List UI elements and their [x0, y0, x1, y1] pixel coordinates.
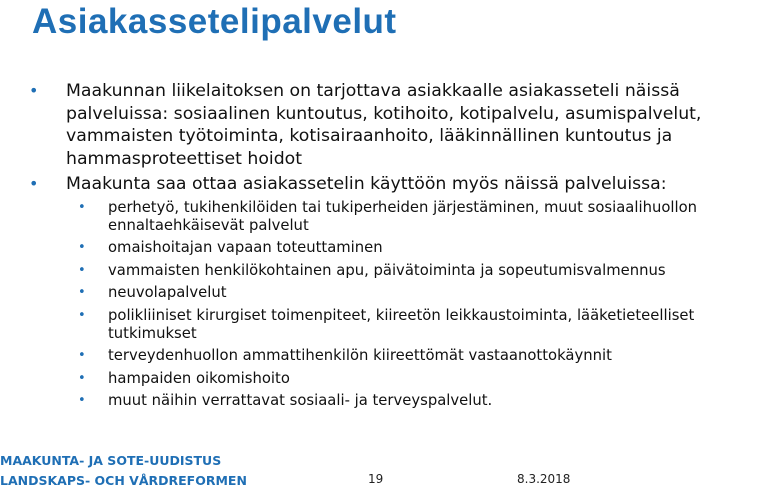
bullet-text: Maakunta saa ottaa asiakassetelin käyttöön myös näissä palveluissa:: [66, 174, 667, 194]
sub-bullet-list: [0, 199, 779, 411]
sub-bullet-item: [0, 307, 758, 343]
sub-bullet-text: polikliiniset kirurgiset toimenpiteet, kiireetön leikkaustoiminta, lääketieteelliset tutkimukset: [108, 306, 695, 342]
sub-bullet-item: [0, 392, 758, 410]
page-number: 19: [368, 472, 384, 486]
bullet-item: [0, 80, 736, 170]
sub-bullet-text: perhetyö, tukihenkilöiden tai tukiperheiden järjestäminen, muut sosiaalihuollon ennaltaehkäisevät palvelut: [108, 198, 698, 234]
bullet-icon: •: [29, 81, 39, 100]
sub-bullet-item: [0, 199, 758, 235]
sub-bullet-item: [0, 370, 758, 388]
bullet-icon: •: [78, 262, 86, 278]
bullet-icon: •: [78, 285, 86, 300]
sub-bullet-text: omaishoitajan vapaan toteuttaminen: [108, 239, 383, 256]
footer-org-line1: MAAKUNTA- JA SOTE-UUDISTUS: [0, 453, 222, 468]
bullet-icon: •: [78, 348, 86, 363]
bullet-icon: •: [78, 307, 86, 323]
bullet-icon: •: [78, 240, 86, 255]
sub-bullet-item: [0, 347, 758, 365]
sub-bullet-item: [0, 284, 758, 302]
sub-bullet-text: vammaisten henkilökohtainen apu, päivätoiminta ja sopeutumisvalmennus: [108, 261, 666, 279]
bullet-icon: •: [78, 393, 86, 408]
sub-bullet-text: terveydenhuollon ammattihenkilön kiireettömät vastaanottokäynnit: [108, 347, 612, 364]
slide-date: 8.3.2018: [517, 472, 571, 486]
sub-bullet-text: hampaiden oikomishoito: [108, 369, 290, 387]
sub-bullet-text: muut näihin verrattavat sosiaali- ja terveyspalvelut.: [108, 392, 493, 409]
bullet-icon: •: [78, 199, 86, 215]
footer-org-line2: LANDSKAPS- OCH VÅRDREFORMEN: [0, 473, 247, 488]
sub-bullet-text: neuvolapalvelut: [108, 284, 227, 301]
bullet-text: Maakunnan liikelaitoksen on tarjottava asiakkaalle asiakasseteli näissä palveluissa: sosiaalinen kuntoutus, kotihoito, kotipalvelu, asumispalvelut, vammaisten työtoiminta, kotisairaanhoito, lääkinnällinen kuntoutus ja hammasproteettiset hoidot: [66, 81, 702, 169]
footer-organization: [0, 451, 247, 491]
bullet-icon: •: [78, 370, 86, 386]
sub-bullet-item: [0, 262, 758, 280]
slide-title: Asiakassetelipalvelut: [32, 2, 397, 41]
slide-content: [0, 80, 779, 415]
bullet-item: [0, 173, 736, 196]
bullet-icon: •: [29, 174, 39, 193]
sub-bullet-item: [0, 239, 758, 257]
